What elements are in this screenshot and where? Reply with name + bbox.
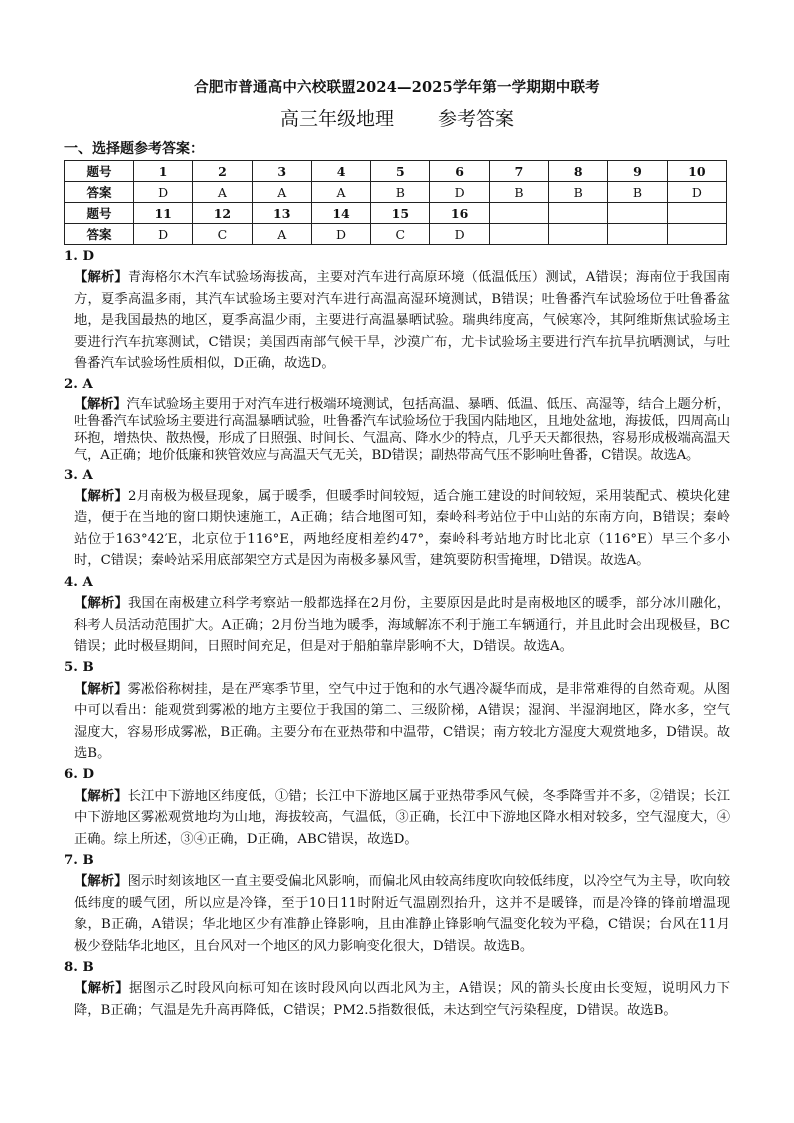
answer-cell: C <box>371 224 430 245</box>
question-number: 13 <box>252 203 311 224</box>
question-number: 7 <box>489 161 548 182</box>
question-number <box>549 203 608 224</box>
explanation-text: 据图示乙时段风向标可知在该时段风向以西北风为主，A错误；风的箭头长度由长变短，说明风力下降，B正确；气温是先升高再降低，C错误；PM2.5指数很低，未达到空气污染程度，D错误。故选B。 <box>74 981 730 1018</box>
answer-cell: B <box>608 182 667 203</box>
table-row <box>65 182 727 203</box>
explanation-text: 雾凇俗称树挂，是在严寒季节里，空气中过于饱和的水气遇冷凝华而成，是非常难得的自然奇观。从图中可以看出：能观赏到雾凇的地方主要位于我国的第二、三级阶梯，A错误；湿润、半湿润地区，降水多，空气湿度大，容易形成雾凇，B正确。主要分布在亚热带和中温带，C错误；南方较北方湿度大观赏地多，D错误。故选B。 <box>74 681 731 761</box>
question-number: 8 <box>549 161 608 182</box>
question-number <box>608 203 667 224</box>
analysis-tag: 【解析】 <box>74 981 130 997</box>
explanation-paragraph <box>74 593 730 657</box>
explanation-paragraph <box>74 978 730 1021</box>
question-number: 5 <box>371 161 430 182</box>
question-number: 3 <box>252 161 311 182</box>
row-label: 答案 <box>65 224 134 245</box>
analysis-tag: 【解析】 <box>74 270 128 286</box>
answer-cell <box>549 224 608 245</box>
explanation-text: 我国在南极建立科学考察站一般都选择在2月份，主要原因是此时是南极地区的暖季，部分冰川融化，科考人员活动范围扩大。A正确；2月份当地为暖季，海域解冻不利于施工车辆通行，并且此时会出现极昼，BC错误；此时极昼期间，日照时间充足，但是对于船舶靠岸影响不大，D错误。故选A。 <box>74 596 730 654</box>
explanation-paragraph <box>74 679 730 765</box>
analysis-tag: 【解析】 <box>74 788 128 804</box>
answer-cell: A <box>193 182 252 203</box>
question-number: 1 <box>134 161 193 182</box>
explanation-text: 汽车试验场主要用于对汽车进行极端环境测试，包括高温、暴晒、低温、低压、高湿等，结合上题分析，吐鲁番汽车试验场主要进行高温暴晒试验，吐鲁番汽车试验场位于我国内陆地区，且地处盆地，海拔低，四周高山环抱，增热快、散热慢，形成了日照强、时间长、气温高、降水少的特点，几乎天天都很热，容易形成极端高温天气，A正确；地价低廉和狭管效应与高温天气无关，BD错误；副热带高气压不影响吐鲁番，C错误。故选A。 <box>74 396 730 464</box>
table-row <box>65 161 727 182</box>
question-number: 6 <box>430 161 489 182</box>
explanation-text: 青海格尔木汽车试验场海拔高，主要对汽车进行高原环境（低温低压）测试，A错误；海南位于我国南方，夏季高温多雨，其汽车试验场主要对汽车进行高温高湿环境测试，B错误；吐鲁番汽车试验场位于吐鲁番盆地，是我国最热的地区，夏季高温少雨，主要进行高温暴晒试验。瑞典纬度高，气候寒冷，其阿维斯焦试验场主要进行汽车抗寒测试，C错误；美国西南部气候干旱，沙漠广布，尤卡试验场主要进行汽车抗旱抗晒测试，与吐鲁番汽车试验场性质相似，D正确，故选D。 <box>74 270 731 372</box>
section-heading: 一、选择题参考答案： <box>64 141 204 157</box>
answer-table <box>64 160 727 245</box>
explanation-text: 图示时刻该地区一直主要受偏北风影响，而偏北风由较高纬度吹向较低纬度，以冷空气为主导，吹向较低纬度的暖气团，所以应是冷锋，至于10日11时附近气温剧烈抬升，这并不是暖锋，而是冷锋的锋前增温现象，B正确，A错误；华北地区少有准静止锋影响，且由准静止锋影响气温变化较为平稳，C错误；台风在11月极少登陆华北地区，且台风对一个地区的风力影响变化很大，D错误。故选B。 <box>74 874 731 954</box>
answer-cell: D <box>134 182 193 203</box>
question-number: 2. A <box>64 377 93 393</box>
explanation-paragraph <box>74 486 730 572</box>
explanation-text: 长江中下游地区纬度低，①错；长江中下游地区属于亚热带季风气候，冬季降雪并不多，②错误；长江中下游地区雾凇观赏地均为山地，海拔较高，气温低，③正确，长江中下游地区降水相对较多，空气湿度大，④正确。综上所述，③④正确，D正确，ABC错误，故选D。 <box>74 788 731 847</box>
question-number: 3. A <box>64 467 93 483</box>
question-number: 5. B <box>64 660 94 676</box>
answer-cell: D <box>430 182 489 203</box>
answer-cell: B <box>371 182 430 203</box>
analysis-tag: 【解析】 <box>74 489 128 505</box>
answer-cell: A <box>311 182 370 203</box>
explanation-text: 2月南极为极昼现象，属于暖季，但暖季时间较短，适合施工建设的时间较短，采用装配式、模块化建造，便于在当地的窗口期快速施工，A正确；结合地图可知，秦岭科考站位于中山站的东南方向，B错误；秦岭站位于163°42′E，北京位于116°E，两地经度相差约47°，秦岭科考站地方时比北京（116°E）早三个多小时，C错误；秦岭站采用底部架空方式是因为南极多暴风雪，建筑要防积雪掩埋，D错误。故选A。 <box>74 489 730 569</box>
question-number: 4. A <box>64 574 93 590</box>
question-number: 8. B <box>64 960 94 975</box>
row-label: 答案 <box>65 182 134 203</box>
table-row <box>65 203 727 224</box>
answer-cell: D <box>430 224 489 245</box>
question-number: 2 <box>193 161 252 182</box>
answer-cell: D <box>134 224 193 245</box>
table-row <box>65 224 727 245</box>
question-number: 12 <box>193 203 252 224</box>
analysis-tag: 【解析】 <box>74 874 128 890</box>
question-number: 9 <box>608 161 667 182</box>
question-number <box>489 203 548 224</box>
answer-cell <box>489 224 548 245</box>
analysis-tag: 【解析】 <box>74 596 128 612</box>
question-number: 7. B <box>64 852 94 868</box>
question-number: 11 <box>134 203 193 224</box>
answer-cell: B <box>549 182 608 203</box>
answer-label: 参考答案 <box>438 108 515 130</box>
answer-cell: D <box>667 182 726 203</box>
row-label: 题号 <box>65 203 134 224</box>
question-number <box>667 203 726 224</box>
answer-cell: A <box>252 182 311 203</box>
question-number: 16 <box>430 203 489 224</box>
question-number: 1. D <box>64 249 95 264</box>
answer-cell: C <box>193 224 252 245</box>
subtitle <box>0 104 794 131</box>
explanation-paragraph <box>74 267 730 374</box>
exam-title: 合肥市普通高中六校联盟2024—2025学年第一学期期中联考 <box>194 79 600 96</box>
subject-label: 高三年级地理 <box>279 108 394 130</box>
explanation-paragraph <box>74 396 730 465</box>
analysis-tag: 【解析】 <box>74 681 128 697</box>
explanation-paragraph <box>74 786 730 850</box>
explanations <box>64 246 731 1021</box>
explanation-paragraph <box>74 871 730 957</box>
row-label: 题号 <box>65 161 134 182</box>
answer-cell: B <box>489 182 548 203</box>
analysis-tag: 【解析】 <box>74 396 127 412</box>
answer-cell: A <box>252 224 311 245</box>
answer-cell <box>608 224 667 245</box>
question-number: 4 <box>311 161 370 182</box>
question-number: 10 <box>667 161 726 182</box>
question-number: 6. D <box>64 767 95 783</box>
question-number: 14 <box>311 203 370 224</box>
answer-cell <box>667 224 726 245</box>
answer-cell: D <box>311 224 370 245</box>
question-number: 15 <box>371 203 430 224</box>
